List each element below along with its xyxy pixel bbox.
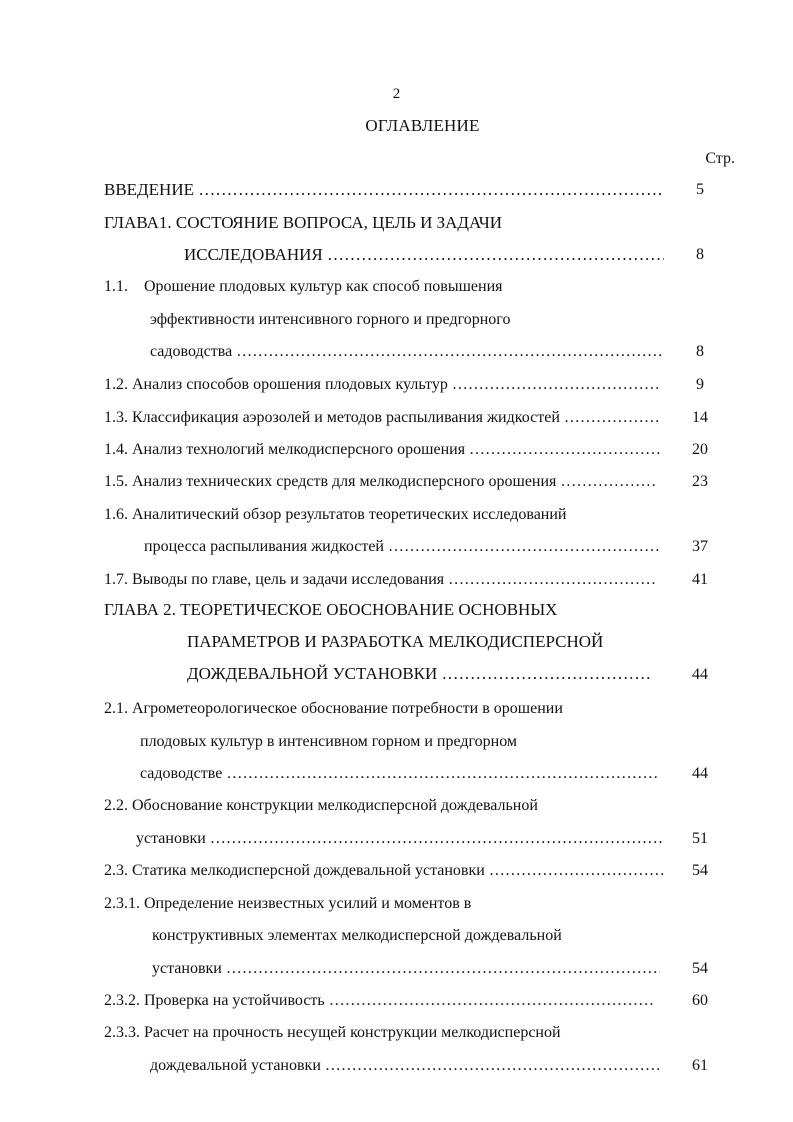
toc-entry: ИССЛЕДОВАНИЯ ………………………………………………………………………………………………………………………………………………………………… [184,243,664,267]
toc-entry: 2.2. Обоснование конструкции мелкодисперсной дождевальной [104,797,538,814]
toc-entry: 1.3. Классификация аэрозолей и методов распыливания жидкостей ………………………………………………………………………………………………………………………………………………………………… [104,406,660,430]
toc-entry: дождевальной установки ………………………………………………………………………………………………………………………………………………………………… [150,1054,660,1078]
toc-entry: установки ………………………………………………………………………………………………………………………………………………………………… [152,957,660,981]
toc-page: 14 [692,409,708,426]
toc-entry: ВВЕДЕНИЕ ………………………………………………………………………………………………………………………………………………………………… [104,178,664,202]
toc-entry: установки ………………………………………………………………………………………………………………………………………………………………… [136,827,664,851]
toc-entry: 1.1. Орошение плодовых культур как способ повышения [104,278,503,295]
toc-page: 37 [692,538,708,555]
toc-entry: 2.3.3. Расчет на прочность несущей конструкции мелкодисперсной [104,1024,561,1041]
toc-page: 51 [692,830,708,847]
page-title: ОГЛАВЛЕНИЕ [365,116,480,135]
toc-entry: садоводства ………………………………………………………………………………………………………………………………………………………………… [150,340,662,364]
toc-entry: ГЛАВА1. СОСТОЯНИЕ ВОПРОСА, ЦЕЛЬ И ЗАДАЧИ [104,213,503,232]
toc-entry: ГЛАВА 2. ТЕОРЕТИЧЕСКОЕ ОБОСНОВАНИЕ ОСНОВНЫХ [104,600,558,619]
toc-entry: ДОЖДЕВАЛЬНОЙ УСТАНОВКИ ………………………………………………………………………………………………………………………………………………………………… [187,662,651,686]
toc-page: 54 [692,862,708,879]
toc-entry: конструктивных элементах мелкодисперсной дождевальной [152,927,562,944]
toc-page: 8 [696,246,704,263]
toc-page: 44 [692,765,708,782]
toc-entry: процесса распыливания жидкостей ………………………………………………………………………………………………………………………………………………………………… [144,535,660,559]
toc-page: 9 [696,376,704,393]
toc-page: 60 [692,992,708,1009]
toc-page: 41 [692,571,708,588]
page-column-header: Стр. [705,150,735,167]
toc-entry: 2.3.2. Проверка на устойчивость ………………………………………………………………………………………………………………………………………………………………… [104,989,654,1013]
toc-entry: ПАРАМЕТРОВ И РАЗРАБОТКА МЕЛКОДИСПЕРСНОЙ [187,632,604,651]
toc-entry: садоводстве ………………………………………………………………………………………………………………………………………………………………… [140,762,660,786]
toc-entry: 1.7. Выводы по главе, цель и задачи исследования ………………………………………………………………………………………………………………………………………………………………… [104,568,656,592]
toc-entry: 2.3. Статика мелкодисперсной дождевальной установки ………………………………………………………………………………………………………………………………………………………………… [104,859,664,883]
toc-entry: 1.6. Аналитический обзор результатов теоретических исследований [104,506,567,523]
toc-entry: 1.4. Анализ технологий мелкодисперсного орошения ………………………………………………………………………………………………………………………………………………………………… [104,438,660,462]
toc-page: 5 [696,181,704,198]
page-number: 2 [392,86,401,102]
toc-page: 61 [692,1057,708,1074]
toc-page: 20 [692,441,708,458]
toc-entry: 1.2. Анализ способов орошения плодовых культур ………………………………………………………………………………………………………………………………………………………………… [104,373,660,397]
toc-entry: эффективности интенсивного горного и предгорного [150,311,511,328]
toc-page: 44 [692,666,708,683]
toc-entry: плодовых культур в интенсивном горном и предгорном [140,733,518,750]
toc-entry: 2.1. Агрометеорологическое обоснование потребности в орошении [104,700,563,717]
toc-entry: 2.3.1. Определение неизвестных усилий и моментов в [104,895,472,912]
toc-page: 23 [692,473,708,490]
toc-page: 54 [692,960,708,977]
toc-entry: 1.5. Анализ технических средств для мелкодисперсного орошения ………………………………………………………………………………………………………………………………………………………………… [104,470,656,494]
toc-page: 8 [696,343,704,360]
